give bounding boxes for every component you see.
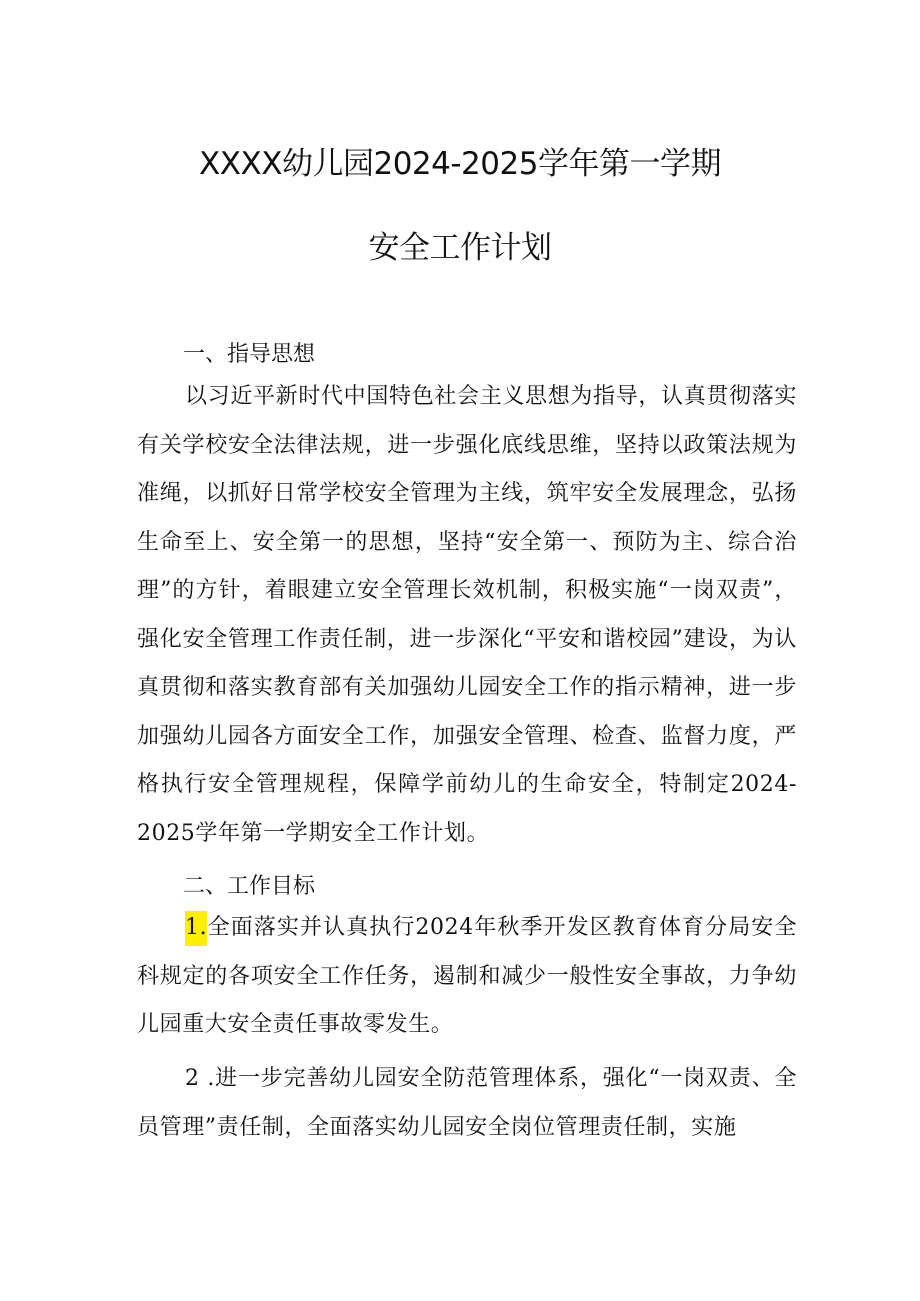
document-title-line-2: 安全工作计划 [368, 230, 552, 266]
paragraph-guiding-ideology [137, 373, 797, 858]
goal-item-2 [137, 1055, 797, 1152]
paragraph-text: 以习近平新时代中国特色社会主义思想为指导，认真贯彻落实有关学校安全法律法规，进一步强化底线思维，坚持以政策法规为准绳，以抓好日常学校安全管理为主线，筑牢安全发展理念，弘扬生命至上、安全第一的思想，坚持“安全第一、预防为主、综合治理”的方针，着眼建立安全管理长效机制，积极实施“一岗双责”，强化安全管理工作责任制，进一步深化“平安和谐校园”建设，为认真贯彻和落实教育部有关加强幼儿园安全工作的指示精神，进一步加强幼儿园各方面安全工作，加强安全管理、检查、监督力度，严格执行安全管理规程，保障学前幼儿的生命安全，特制定2024-2025学年第一学期安全工作计划。 [137, 384, 797, 846]
section-heading-work-goals: 二、工作目标 [183, 874, 316, 899]
document-title-line-1: XXXX幼儿园2024-2025学年第一学期 [199, 146, 721, 182]
goal-item-1 [137, 904, 797, 1050]
goal-item-text: 进一步完善幼儿园安全防范管理体系，强化“一岗双责、全员管理”责任制，全面落实幼儿园安全岗位管理责任制，实施 [137, 1066, 797, 1140]
highlighted-item-number: 1. [185, 911, 207, 946]
goal-item-text: 全面落实并认真执行2024年秋季开发区教育体育分局安全科规定的各项安全工作任务，遏制和减少一般性安全事故，力争幼儿园重大安全责任事故零发生。 [137, 915, 797, 1037]
goal-item-number: 2 . [185, 1066, 215, 1091]
section-heading-guiding-ideology: 一、指导思想 [183, 342, 316, 367]
